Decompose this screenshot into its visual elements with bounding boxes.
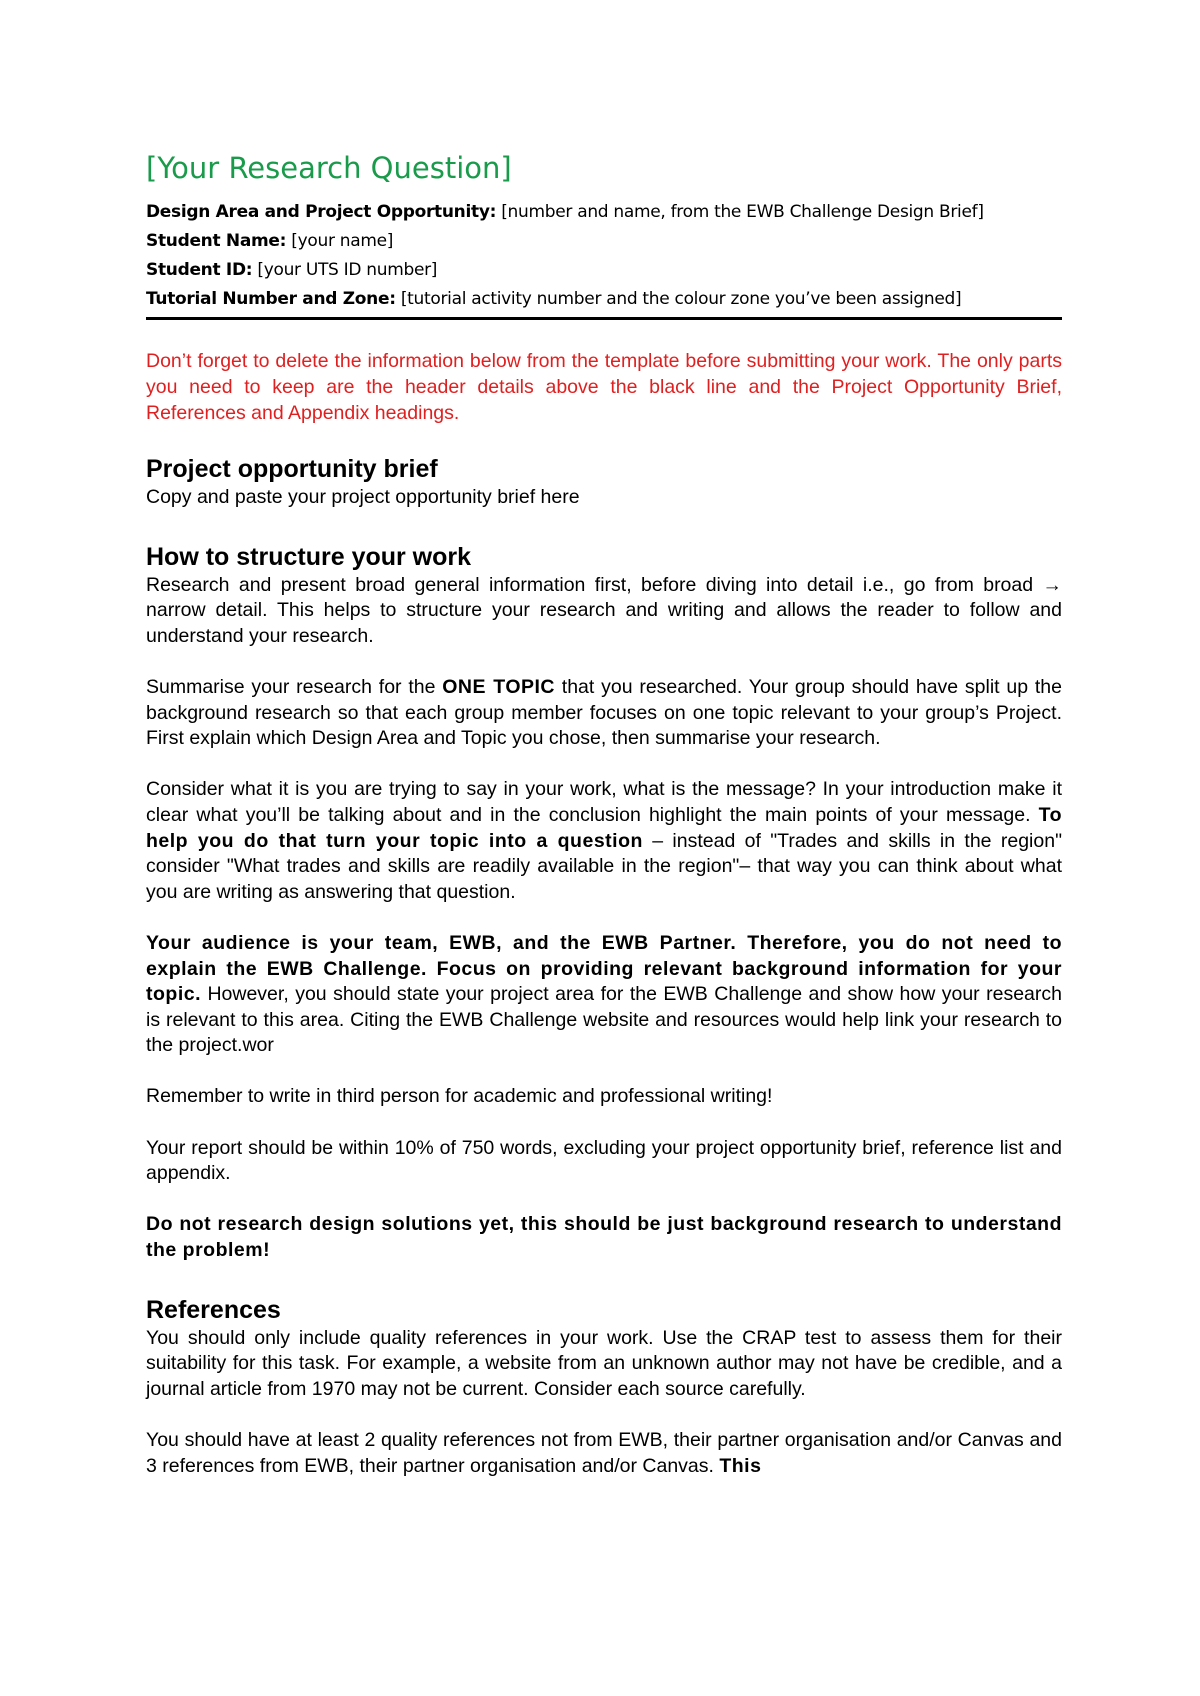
tutorial-line: [146, 285, 1062, 314]
ref-p2-emphasis: This: [719, 1454, 762, 1477]
p2-text-a: Summarise your research for the: [146, 675, 443, 698]
brief-text: Copy and paste your project opportunity brief here: [146, 486, 580, 508]
student-name-line: [146, 227, 1062, 256]
structure-heading: How to structure your work: [146, 542, 472, 571]
p3-text-a: Consider what it is you are trying to say in your work, what is the message? In your introduction make it clear what you’ll be talking about and in the conclusion highlight the main points of your message.: [146, 778, 1062, 826]
student-name-label: Student Name:: [146, 231, 287, 251]
structure-paragraph-5: Remember to write in third person for academic and professional writing!: [146, 1085, 773, 1108]
student-id-value: [your UTS ID number]: [252, 260, 438, 280]
p2-text-c: that you researched. Your group should have split up the background research so that each group member focuses on one topic relevant to your group’s Project. First explain which Design Area and Topic you chose, then summarise your research.: [146, 675, 1062, 750]
tutorial-label: Tutorial Number and Zone:: [146, 289, 396, 309]
p4-emphasis: Your audience is your team, EWB, and the EWB Partner. Therefore, you do not need to explain the EWB Challenge. Focus on providing relevant background information for your topic.: [146, 931, 1062, 1006]
ref-p2-text-a: You should have at least 2 quality references not from EWB, their partner organisation and/or Canvas and 3 references from EWB, their partner organisation and/or Canvas.: [146, 1429, 1062, 1477]
structure-paragraph-3: [146, 777, 1062, 905]
p3-emphasis: To help you do that turn your topic into a question: [146, 803, 1062, 852]
p3-text-c: – instead of "Trades and skills in the region" consider "What trades and skills are readily available in the region"– that way you can think about what you are writing as answering that question.: [146, 829, 1062, 903]
student-id-line: [146, 256, 1062, 285]
references-heading: References: [146, 1295, 281, 1324]
design-area-value: [number and name, from the EWB Challenge Design Brief]: [496, 202, 984, 222]
references-paragraph-1: You should only include quality references in your work. Use the CRAP test to assess them for their suitability for this task. For example, a website from an unknown author may not have be credible, and a journal article from 1970 may not be current. Consider each source carefully.: [146, 1326, 1062, 1400]
references-section: [146, 1294, 1062, 1480]
structure-section: [146, 541, 1062, 1264]
brief-section: [146, 453, 1062, 511]
structure-paragraph-4: [146, 931, 1062, 1059]
page-title: [Your Research Question]: [146, 151, 512, 185]
delete-warning: Don’t forget to delete the information below from the template before submitting your work. The only parts you need to keep are the header details above the black line and the Project Opportunity Brief, References and Appendix headings.: [146, 350, 1062, 424]
p2-emphasis: ONE TOPIC: [442, 675, 555, 698]
references-paragraph-2: [146, 1428, 1062, 1479]
structure-paragraph-6: Your report should be within 10% of 750 words, excluding your project opportunity brief, reference list and appendix.: [146, 1136, 1062, 1185]
document-page: [146, 148, 1062, 1479]
student-name-value: [your name]: [286, 231, 394, 251]
header-divider: [146, 317, 1062, 320]
brief-heading: Project opportunity brief: [146, 455, 438, 483]
tutorial-value: [tutorial activity number and the colour zone you’ve been assigned]: [395, 289, 962, 309]
p7-emphasis: Do not research design solutions yet, this should be just background research to understand the problem!: [146, 1213, 1062, 1262]
p4-text-b: However, you should state your project area for the EWB Challenge and show how your research is relevant to this area. Citing the EWB Challenge website and resources would help link your research to the project.wor: [146, 983, 1062, 1057]
structure-paragraph-2: [146, 675, 1062, 752]
structure-paragraph-7: [146, 1212, 1062, 1263]
design-area-line: [146, 198, 1062, 227]
student-id-label: Student ID:: [146, 260, 253, 280]
design-area-label: Design Area and Project Opportunity:: [146, 202, 497, 222]
structure-paragraph-1: Research and present broad general information first, before diving into detail i.e., go from broad → narrow detail. This helps to structure your research and writing and allows the reader to follow and understand your research.: [146, 573, 1062, 647]
